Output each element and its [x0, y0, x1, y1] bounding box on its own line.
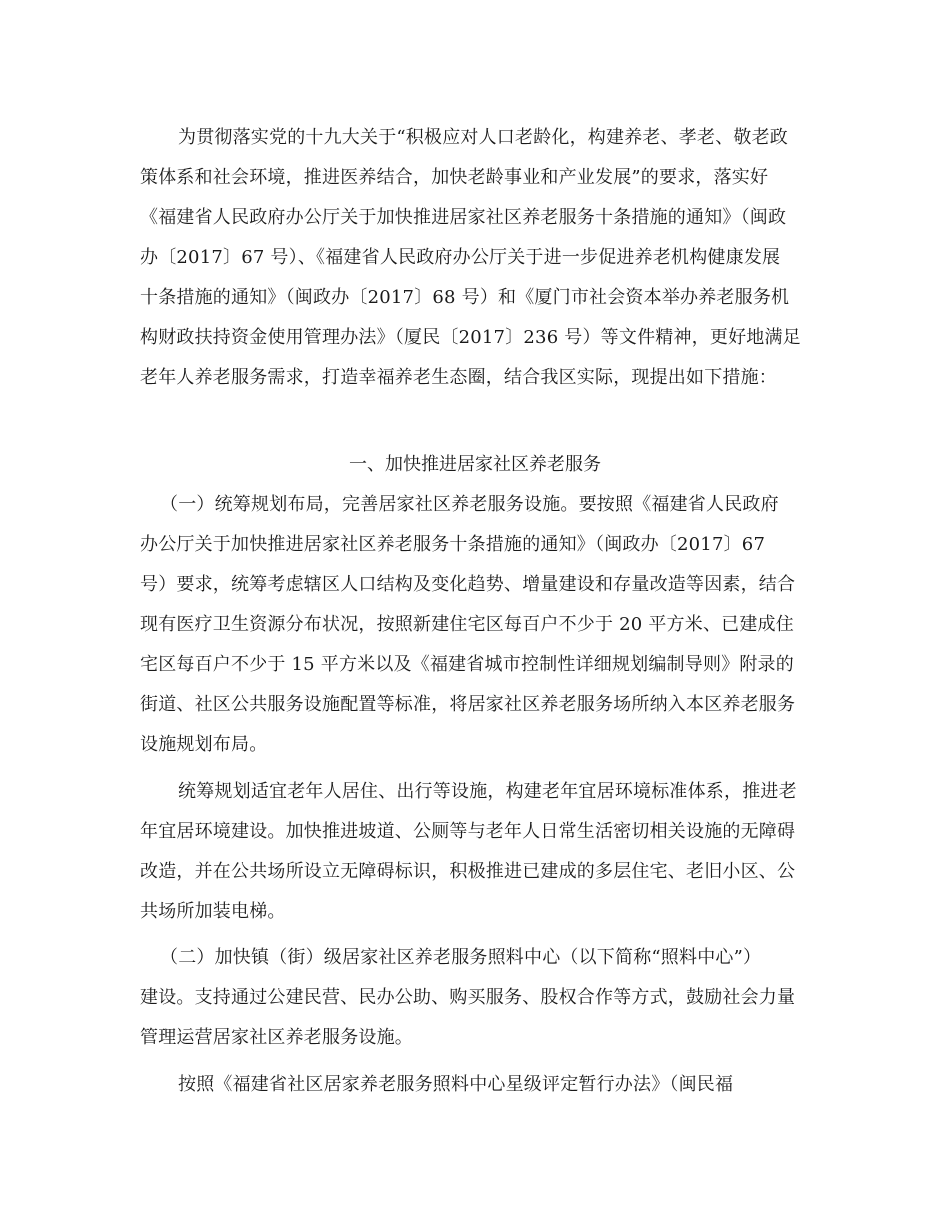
text-line: 办〔2017〕67 号）、《福建省人民政府办公厅关于进一步促进养老机构健康发展 — [140, 247, 781, 268]
text-line: （一）统筹规划布局，完善居家社区养老服务设施。要按照《福建省人民政府 — [160, 494, 779, 515]
section-heading: 一、加快推进居家社区养老服务 — [349, 454, 601, 475]
text-line: 老年人养老服务需求，打造幸福养老生态圈，结合我区实际，现提出如下措施： — [140, 367, 777, 388]
text-line: 策体系和社会环境，推进医养结合，加快老龄事业和产业发展”的要求，落实好 — [140, 167, 769, 188]
text-line: （二）加快镇（街）级居家社区养老服务照料中心（以下简称“照料中心”） — [160, 947, 762, 968]
text-line: 共场所加装电梯。 — [140, 901, 286, 922]
text-line: 按照《福建省社区居家养老服务照料中心星级评定暂行办法》（闽民福 — [178, 1074, 734, 1095]
text-line: 为贯彻落实党的十九大关于“积极应对人口老龄化，构建养老、孝老、敬老政 — [178, 127, 788, 148]
text-line: 设施规划布局。 — [140, 734, 268, 755]
text-line: 年宜居环境建设。加快推进坡道、公厕等与老年人日常生活密切相关设施的无障碍 — [140, 821, 796, 842]
text-line: 管理运营居家社区养老服务设施。 — [140, 1027, 413, 1048]
text-line: 号）要求，统筹考虑辖区人口结构及变化趋势、增量建设和存量改造等因素，结合 — [140, 574, 796, 595]
text-line: 《福建省人民政府办公厅关于加快推进居家社区养老服务十条措施的通知》（闽政 — [140, 207, 787, 228]
text-line: 构财政扶持资金使用管理办法》（厦民〔2017〕236 号）等文件精神，更好地满足 — [140, 327, 801, 348]
text-line: 改造，并在公共场所设立无障碍标识，积极推进已建成的多层住宅、老旧小区、公 — [140, 861, 796, 882]
text-line: 十条措施的通知》（闽政办〔2017〕68 号）和《厦门市社会资本举办养老服务机 — [140, 287, 790, 308]
text-line: 统筹规划适宜老年人居住、出行等设施，构建老年宜居环境标准体系，推进老 — [178, 781, 797, 802]
text-line: 建设。支持通过公建民营、民办公助、购买服务、股权合作等方式，鼓励社会力量 — [140, 987, 796, 1008]
text-line: 现有医疗卫生资源分布状况，按照新建住宅区每百户不少于 20 平方米、已建成住 — [140, 614, 794, 635]
text-line: 街道、社区公共服务设施配置等标准，将居家社区养老服务场所纳入本区养老服务 — [140, 694, 796, 715]
text-line: 宅区每百户不少于 15 平方米以及《福建省城市控制性详细规划编制导则》附录的 — [140, 654, 794, 675]
text-line: 办公厅关于加快推进居家社区养老服务十条措施的通知》（闽政办〔2017〕67 — [140, 534, 766, 555]
